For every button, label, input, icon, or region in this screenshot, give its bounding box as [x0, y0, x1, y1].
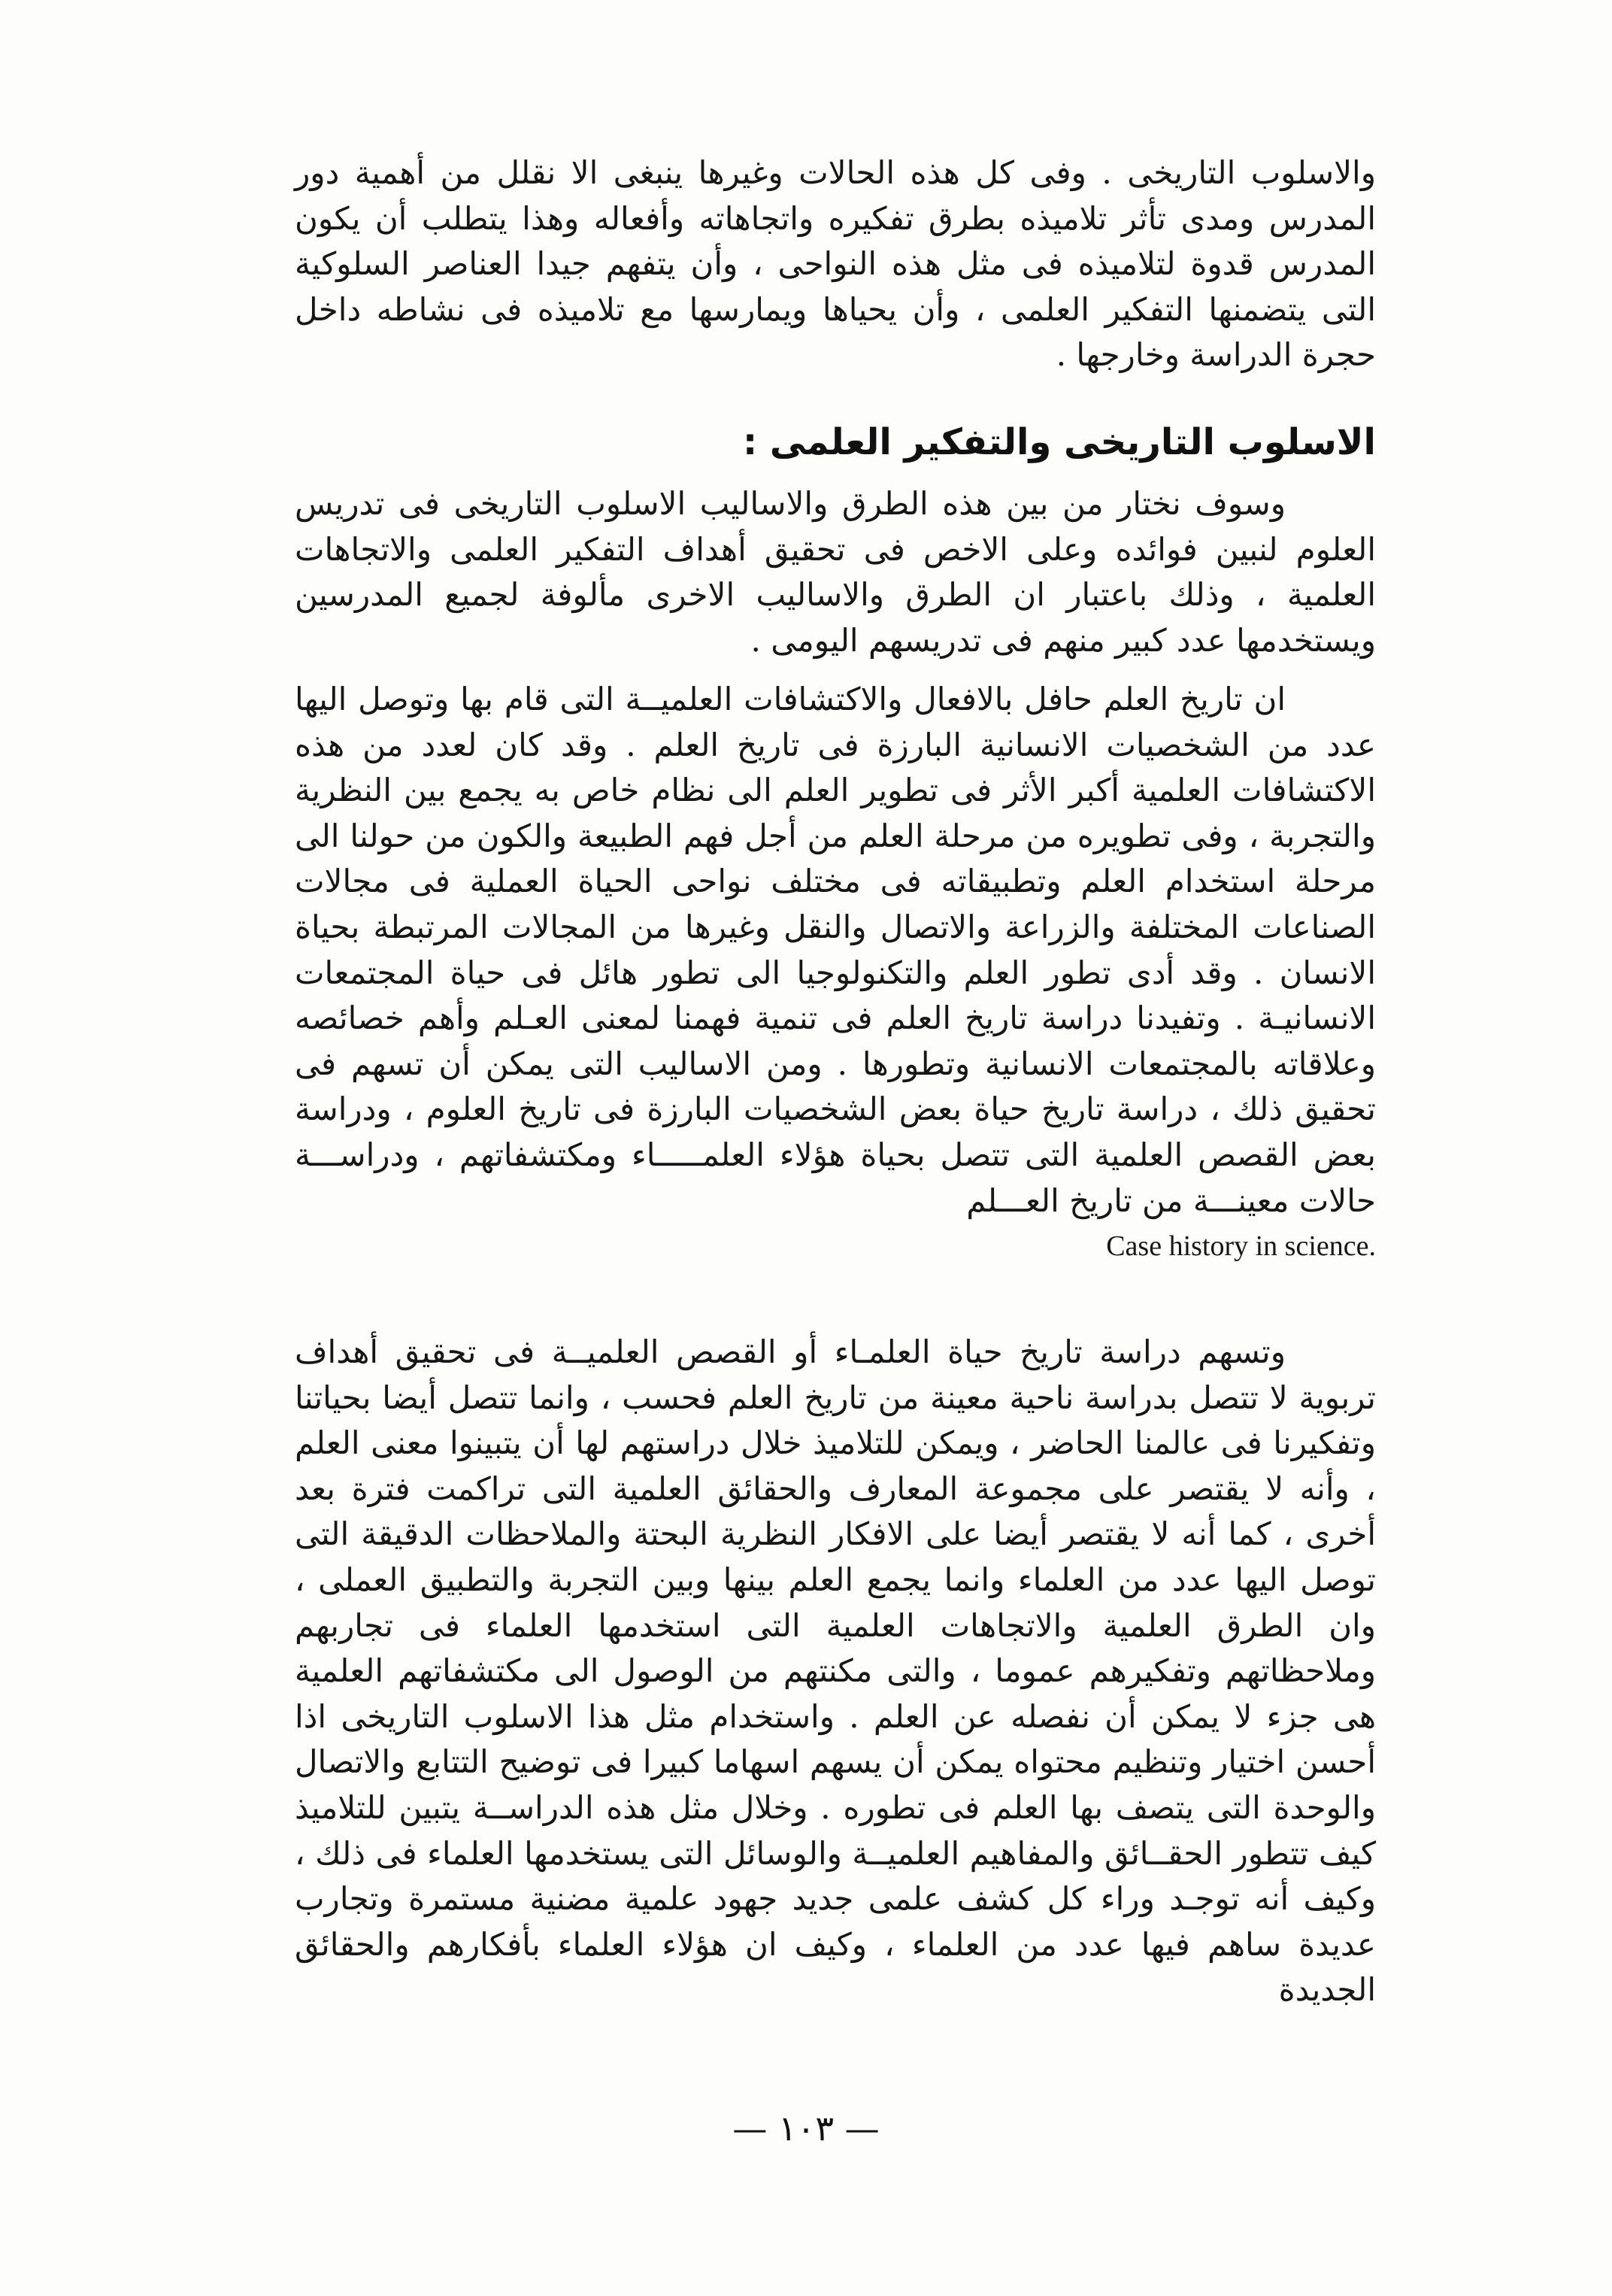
page-number: — ١٠٣ — [732, 2108, 880, 2149]
section-heading: الاسلوب التاريخى والتفكير العلمى : [743, 421, 1376, 463]
paragraph-3 [295, 1330, 1376, 2013]
paragraph-intro [295, 150, 1376, 378]
paragraph-2 [295, 677, 1376, 1269]
paragraph-1 [295, 481, 1376, 663]
paragraph-2-text: ان تاريخ العلم حافل بالافعال والاكتشافات العلميــة التى قام بها وتوصل اليها عدد من الشخصيات الانسانية البارزة فى تاريخ العلم . وقد كان لعدد من هذه الاكتشافات العلمية أكبر الأثر فى تطوير العلم الى نظام خاص به يجمع بين النظرية والتجربة ، وفى تطويره من مرحلة العلم من أجل فهم الطبيعة والكون من حولنا الى مرحلة استخدام العلم وتطبيقاته فى مختلف نواحى الحياة العملية فى مجالات الصناعات المختلفة والزراعة والاتصال والنقل وغيرها من المجالات المرتبطة بحياة الانسان . وقد أدى تطور العلم والتكنولوجيا الى تطور هائل فى حياة المجتمعات الانسانيـة . وتفيدنا دراسة تاريخ العلم فى تنمية فهمنا لمعنى العـلم وأهم خصائصه وعلاقاته بالمجتمعات الانسانية وتطورها . ومن الاساليب التى يمكن أن تسهم فى تحقيق ذلك ، دراسة تاريخ حياة بعض الشخصيات البارزة فى تاريخ العلوم ، ودراسة بعض القصص العلمية التى تتصل بحياة هؤلاء العلمـــــاء ومكتشفاتهم ، ودراســـة حالات معينـــة من تاريخ العـــلم [295, 681, 1376, 1219]
paragraph-3-text: وتسهم دراسة تاريخ حياة العلمـاء أو القصص العلميــة فى تحقيق أهداف تربوية لا تتصل بدراسة ناحية معينة من تاريخ العلم فحسب ، وانما تتصل أيضا بحياتنا وتفكيرنا فى عالمنا الحاضر ، ويمكن للتلاميذ خلال دراستهم لها أن يتبينوا معنى العلم ، وأنه لا يقتصر على مجموعة المعارف والحقائق العلمية التى تراكمت فترة بعد أخرى ، كما أنه لا يقتصر أيضا على الافكار النظرية البحتة والملاحظات الدقيقة التى توصل اليها عدد من العلماء وانما يجمع العلم بينها وبين التجربة والتطبيق العملى ، وان الطرق العلمية والاتجاهات العلمية التى استخدمها العلماء فى تجاربهم وملاحظاتهم وتفكيرهم عموما ، والتى مكنتهم من الوصول الى مكتشفاتهم العلمية هى جزء لا يمكن أن نفصله عن العلم . واستخدام مثل هذا الاسلوب التاريخى اذا أحسن اختيار وتنظيم محتواه يمكن أن يسهم اسهاما كبيرا فى توضيح التتابع والاتصال والوحدة التى يتصف بها العلم فى تطوره . وخلال مثل هذه الدراســة يتبين للتلاميذ كيف تتطور الحقــائق والمفاهيم العلميــة والوسائل التى يستخدمها العلماء فى ذلك ، وكيف أنه توجـد وراء كل كشف علمى جديد جهود علمية مضنية مستمرة وتجارب عديدة ساهم فيها عدد من العلماء ، وكيف ان هؤلاء العلماء بأفكارهم والحقائق الجديدة [295, 1333, 1376, 2009]
paragraph-1-text: وسوف نختار من بين هذه الطرق والاساليب الاسلوب التاريخى فى تدريس العلوم لنبين فوائده وعلى الاخص فى تحقيق أهداف التفكير العلمى والاتجاهات العلمية ، وذلك باعتبار ان الطرق والاساليب الاخرى مألوفة لجميع المدرسين ويستخدمها عدد كبير منهم فى تدريسهم اليومى . [295, 485, 1376, 659]
paragraph-2-latin-term: Case history in science. [1106, 1230, 1376, 1263]
paragraph-intro-text: والاسلوب التاريخى . وفى كل هذه الحالات وغيرها ينبغى الا نقلل من أهمية دور المدرس ومدى تأثر تلاميذه بطرق تفكيره واتجاهاته وأفعاله وهذا يتطلب أن يكون المدرس قدوة لتلاميذه فى مثل هذه النواحى ، وأن يتفهم جيدا العناصر السلوكية التى يتضمنها التفكير العلمى ، وأن يحياها ويمارسها مع تلاميذه فى نشاطه داخل حجرة الدراسة وخارجها . [295, 154, 1376, 374]
